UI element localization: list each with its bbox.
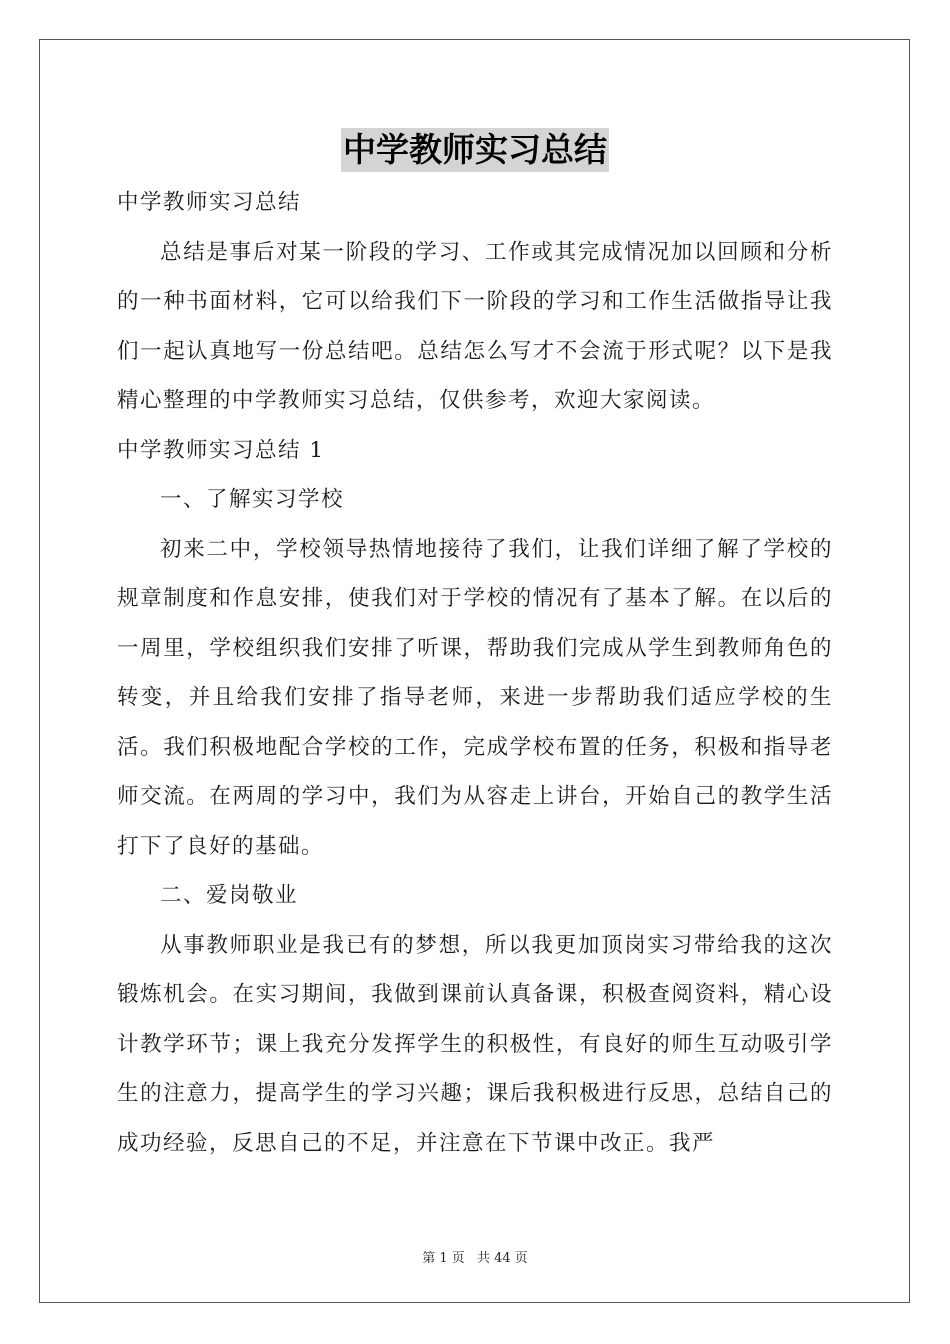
paragraph: 一、了解实习学校	[160, 487, 345, 512]
document-body	[117, 178, 833, 1168]
page-number: 第 1 页	[422, 1251, 465, 1266]
paragraph: 初来二中，学校领导热情地接待了我们，让我们详细了解了学校的规章制度和作息安排，使我们对于学校的情况有了基本了解。在以后的一周里，学校组织我们安排了听课，帮助我们完成从学生到教师角色的转变，并且给我们安排了指导老师，来进一步帮助我们适应学校的生活。我们积极地配合学校的工作，完成学校布置的任务，积极和指导老师交流。在两周的学习中，我们为从容走上讲台，开始自己的教学生活打下了良好的基础。	[117, 536, 833, 859]
page-total: 共 44 页	[476, 1251, 528, 1266]
paragraph: 中学教师实习总结	[117, 190, 302, 215]
paragraph: 二、爱岗敬业	[160, 883, 299, 908]
title-container	[0, 128, 950, 172]
page-footer	[0, 1247, 950, 1266]
paragraph: 从事教师职业是我已有的梦想，所以我更加顶岗实习带给我的这次锻炼机会。在实习期间，我做到课前认真备课，积极查阅资料，精心设计教学环节；课上我充分发挥学生的积极性，有良好的师生互动吸引学生的注意力，提高学生的学习兴趣；课后我积极进行反思，总结自己的成功经验，反思自己的不足，并注意在下节课中改正。我严	[117, 932, 833, 1156]
paragraph: 总结是事后对某一阶段的学习、工作或其完成情况加以回顾和分析的一种书面材料，它可以给我们下一阶段的学习和工作生活做指导让我们一起认真地写一份总结吧。总结怎么写才不会流于形式呢？以下是我精心整理的中学教师实习总结，仅供参考，欢迎大家阅读。	[117, 239, 833, 413]
paragraph: 中学教师实习总结 1	[117, 437, 325, 463]
document-title: 中学教师实习总结	[341, 128, 609, 172]
